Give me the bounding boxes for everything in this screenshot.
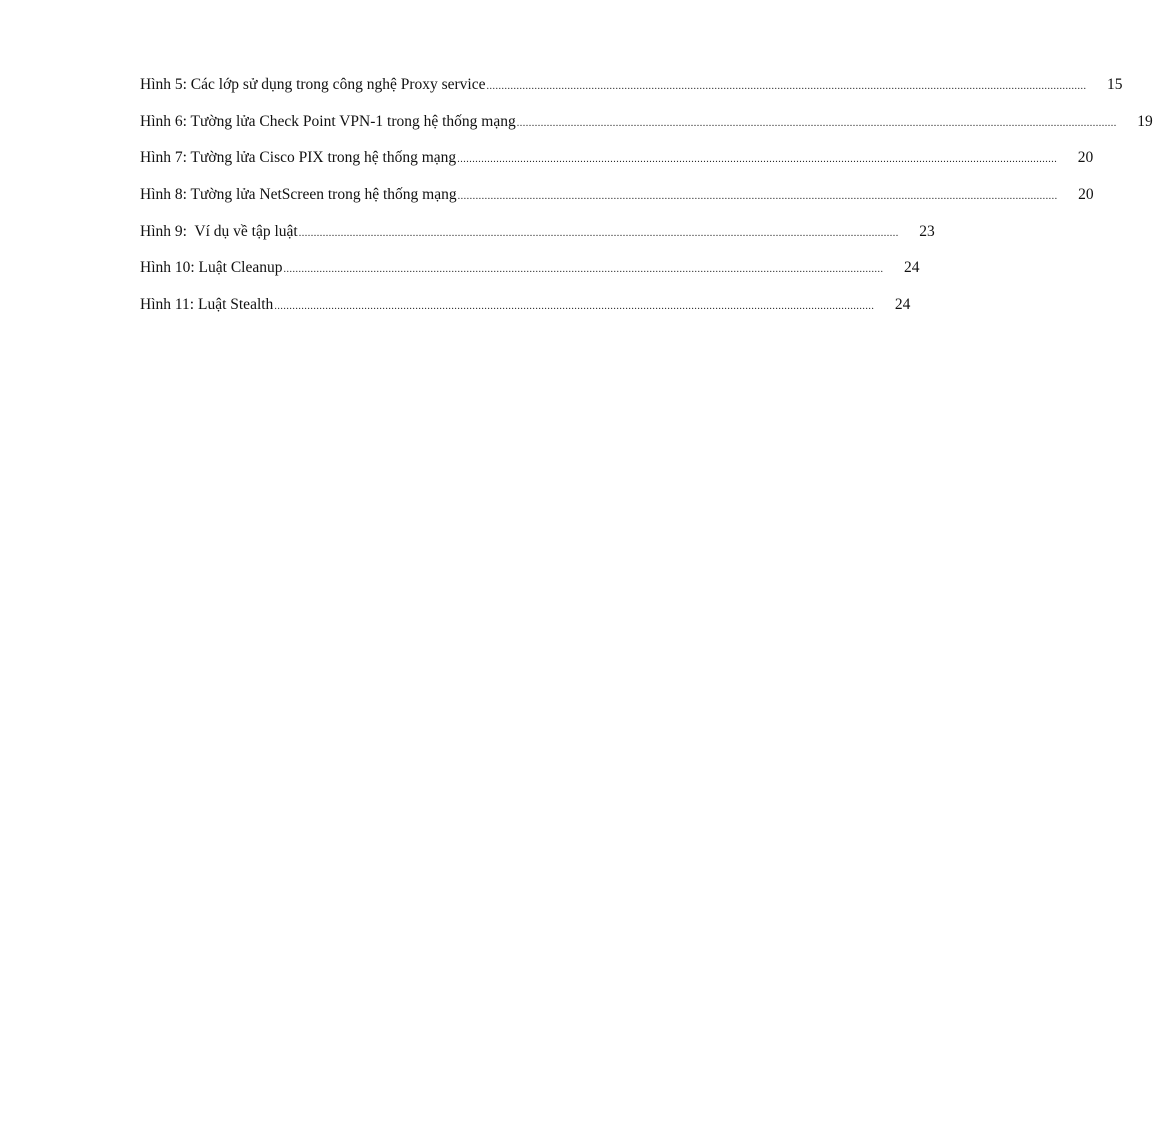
toc-dot-leader: ........................................................................................................................................................................................................ (457, 191, 1058, 203)
toc-entry[interactable] (140, 147, 1094, 184)
toc-page-number: 20 (1078, 186, 1094, 204)
toc-dot-leader: ........................................................................................................................................................................................................ (486, 81, 1087, 92)
toc-entry-label: Hình 6: Tường lửa Check Point VPN-1 trong hệ thống mạng (140, 112, 516, 130)
toc-dot-leader: ........................................................................................................................................................................................................ (274, 301, 875, 313)
toc-entry-label: Hình 7: Tường lửa Cisco PIX trong hệ thống mạng (140, 149, 457, 167)
toc-dot-leader: ........................................................................................................................................................................................................ (298, 227, 899, 239)
table-of-figures (140, 74, 1153, 331)
toc-entry-label: Hình 11: Luật Stealth (140, 296, 274, 314)
toc-page-number: 19 (1137, 112, 1153, 130)
toc-entry-label: Hình 5: Các lớp sử dụng trong công nghệ Proxy service (140, 76, 486, 93)
toc-entry[interactable] (140, 294, 911, 331)
toc-entry[interactable] (140, 74, 1123, 111)
toc-entry-label: Hình 8: Tường lửa NetScreen trong hệ thống mạng (140, 186, 457, 204)
toc-page-number: 23 (919, 222, 935, 240)
toc-dot-leader: ........................................................................................................................................................................................................ (457, 154, 1058, 166)
toc-page-number: 20 (1077, 149, 1094, 167)
toc-entry[interactable] (140, 111, 1153, 148)
toc-entry-label: Hình 10: Luật Cleanup (140, 259, 283, 277)
toc-entry-label: Hình 9: Ví dụ về tập luật (140, 222, 298, 240)
toc-entry[interactable] (140, 221, 935, 258)
toc-dot-leader: ........................................................................................................................................................................................................ (283, 264, 884, 276)
toc-page-number: 24 (894, 296, 911, 314)
toc-entry[interactable] (140, 257, 920, 294)
toc-page-number: 15 (1107, 76, 1123, 93)
toc-entry[interactable] (140, 184, 1094, 221)
toc-page-number: 24 (904, 259, 920, 277)
toc-dot-leader: ........................................................................................................................................................................................................ (516, 117, 1117, 129)
